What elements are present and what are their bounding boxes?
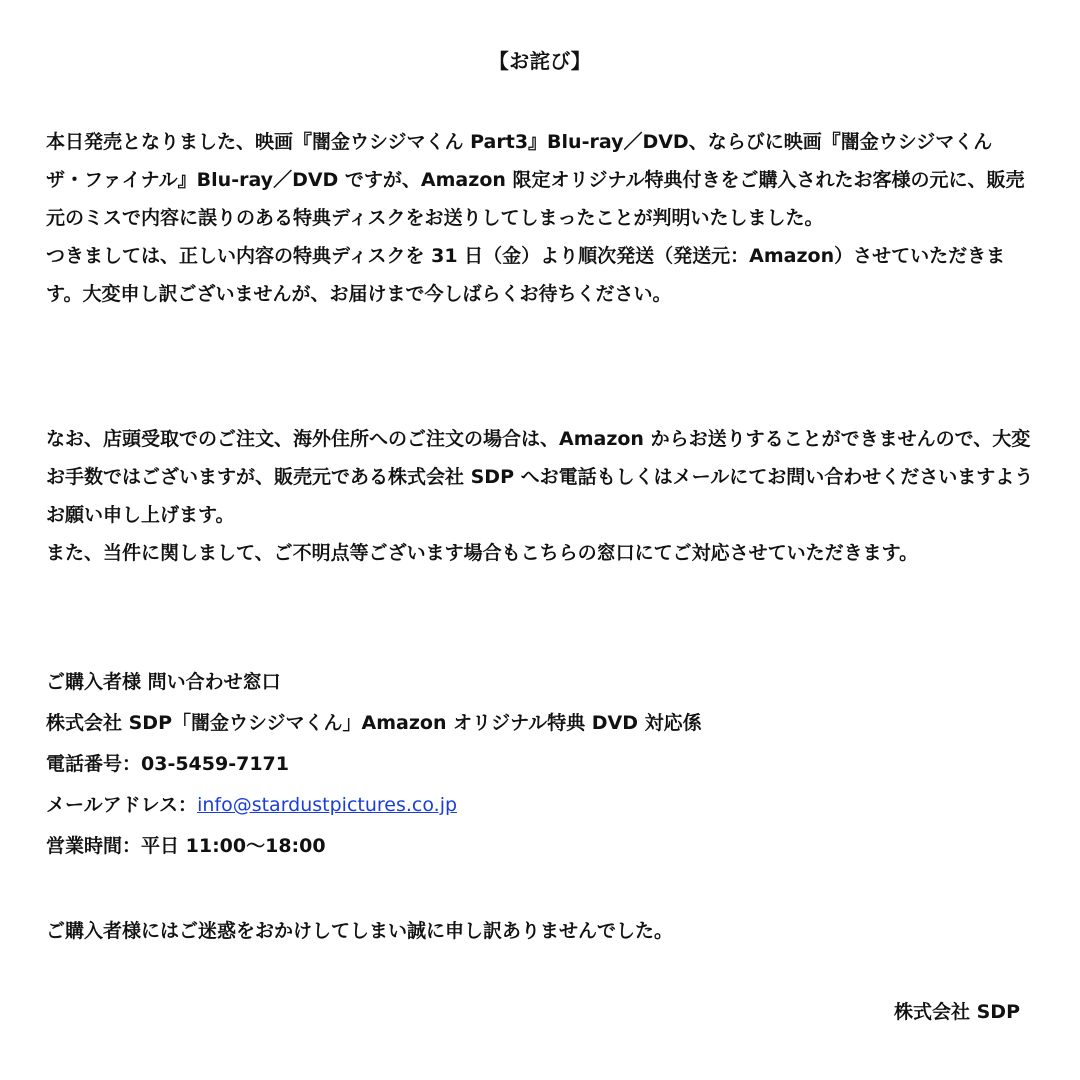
hours-label: 営業時間： [46,835,142,857]
closing-apology: ご購入者様にはご迷惑をおかけしてしまい誠に申し訳ありませんでした。 [46,920,674,942]
paragraph-store-pickup-notice [46,420,1036,572]
contact-heading: ご購入者様 問い合わせ窓口 [46,671,281,693]
paragraph-main-text: 本日発売となりました、映画『闇金ウシジマくん Part3』Blu-ray／DVD、ならびに映画『闇金ウシジマくん ザ・ファイナル』Blu-ray／DVD ですが、Amazon 限定オリジナル特典付きをご購入されたお客様の元に、販売元のミスで内容に誤りのある特典ディスクをお送りしてしまったことが判明いたしました。 つきましては、正しい内容の特典ディスクを 31 日（金）より順次発送（発送元：Amazon）させていただきます。大変申し訳ございませんが、お届けまで今しばらくお待ちください。 [46,131,1025,305]
contact-email-row [46,785,1036,826]
phone-number: 03-5459-7171 [141,753,289,775]
notice-title: 【お詫び】 [488,49,592,73]
paragraph-store-pickup-text: なお、店頭受取でのご注文、海外住所へのご注文の場合は、Amazon からお送りすることができませんので、大変お手数ではございますが、販売元である株式会社 SDP へお電話もしくはメールにてお問い合わせくださいますようお願い申し上げます。 また、当件に関しまして、ご不明点等ございます場合もこちらの窓口にてご対応させていただきます。 [46,428,1034,564]
contact-block [46,662,1036,867]
phone-label: 電話番号： [46,753,142,775]
contact-department: 株式会社 SDP「闇金ウシジマくん」Amazon オリジナル特典 DVD 対応係 [46,712,702,734]
company-signature: 株式会社 SDP [894,1001,1020,1023]
contact-phone-row [46,744,1036,785]
email-link[interactable]: info@stardustpictures.co.jp [197,794,458,816]
email-label: メールアドレス： [46,794,198,816]
business-hours: 平日 11:00～18:00 [141,835,326,857]
paragraph-main-notice [46,123,1036,313]
contact-hours-row [46,826,1036,867]
